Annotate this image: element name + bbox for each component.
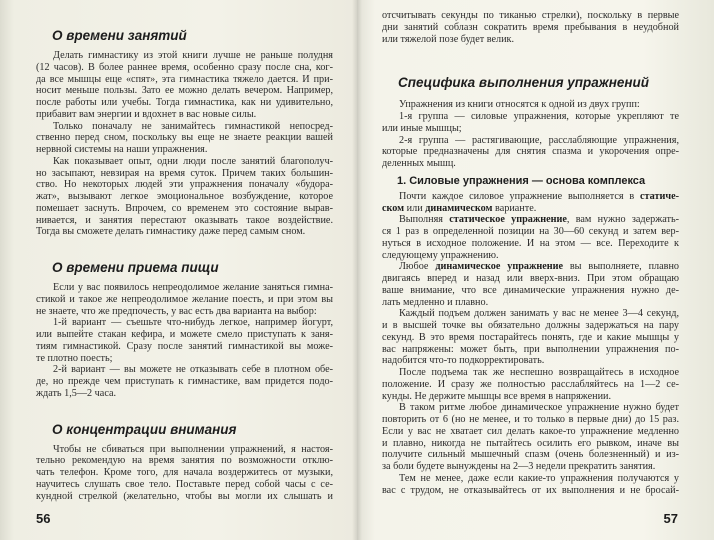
text-line: Тем не менее, даже если какие-то упражнения получаются у: [399, 472, 679, 484]
text-span: вы выполняете, плавно: [563, 261, 679, 273]
text-line: ственно перед сном, поскольку вы еще не знаете реакции вашей: [36, 132, 333, 144]
text-line: Каждый подъем должен занимать у вас не менее 3—4 секунд,: [399, 308, 679, 320]
text-line: кунды. Не держите мышцы все время в напряжении.: [382, 390, 612, 402]
paragraph: [36, 444, 333, 503]
paragraph: [382, 402, 679, 473]
text-line: тельно рекомендую на время занятия по возможности отклю-: [36, 455, 333, 467]
text-line: те плотно поесть;: [36, 352, 113, 364]
text-line: [382, 214, 679, 226]
section-heading: О времени приема пищи: [52, 260, 219, 275]
text-line: чать телефон. Кроме того, для начала воздержитесь от музыки,: [36, 467, 333, 478]
text-span: Любое: [399, 261, 436, 273]
text-line: отсчитывать секунды по тиканью стрелки), поскольку в первые: [382, 10, 679, 21]
paragraph: [382, 99, 679, 111]
right-page: [357, 0, 714, 540]
text-line: ваше внимание, что все динамические упражнения нужно де-: [382, 284, 679, 296]
text-line: нивается, и занятия перестают оказывать такое воздействие.: [36, 214, 333, 226]
text-line: 1-й вариант — съешьте что-нибудь легкое, например йогурт,: [53, 317, 333, 329]
text-line: вас напряжены: может быть, при выполнении упражнения по-: [382, 343, 679, 355]
text-line: надобится что-то подкорректировать.: [382, 355, 545, 367]
text-line: прибавит вам энергии и вдохнет в вас новые силы.: [36, 108, 257, 120]
text-span: варианте.: [492, 202, 537, 214]
text-line: ждать 1,5—2 часа.: [36, 387, 117, 399]
paragraph: [382, 10, 679, 45]
page-number-right: 57: [663, 511, 678, 526]
text-line: за боли будете вынуждены на 2—3 недели прекратить занятия.: [382, 461, 656, 472]
text-line: не знаете, что же предпочесть, у вас есть два варианта на выбор:: [36, 305, 317, 317]
text-line: нуться в исходное положение. И на этом — все. Переходите к: [382, 237, 679, 249]
text-line: помешает заснуть. Впрочем, со временем это состояние вырав-: [36, 202, 333, 214]
text-span: , вам нужно задержать-: [566, 214, 679, 226]
text-line: жат», вызывают легкое эмоциональное возбуждение, которое: [36, 191, 333, 202]
paragraph: [382, 111, 679, 135]
text-line: или иные мышцы;: [382, 122, 462, 134]
paragraph: [382, 473, 679, 497]
text-line: кундной стрелкой (желательно, чтобы вы могли их слышать и: [36, 490, 333, 502]
bold-term: статиче-: [639, 190, 679, 202]
text-line: секунд. В это время постарайтесь понять, где и какие мышцы у: [382, 331, 679, 343]
text-line: лать медленно и плавно.: [382, 296, 489, 308]
paragraph: [36, 156, 333, 238]
text-line: ся 1 раз в определенной позиции на 30—60 секунд и затем вер-: [382, 226, 679, 237]
text-line: Чтобы не сбиваться при выполнении упражнений, я настоя-: [53, 443, 333, 455]
text-line: или тяжелой позе будет велик.: [382, 33, 515, 45]
text-span: Выполняя: [399, 214, 450, 226]
text-line: После подъема так же неспешно возвращайтесь в исходное: [399, 367, 679, 378]
text-line: повторить от 6 (но не менее, и то только в первые дни) до 15 раз.: [382, 414, 679, 425]
text-line: да все мышцы еще «спят», эта гимнастика тяжело дается. И при-: [36, 73, 333, 85]
section-heading: О концентрации внимания: [52, 421, 237, 437]
paragraph: [36, 317, 333, 364]
paragraph: [382, 191, 679, 215]
left-page-text: [36, 28, 333, 502]
text-line: де, но прежде чем приступать к гимнастике, вам придется подо-: [36, 376, 333, 387]
paragraph: [36, 121, 333, 156]
text-line: Только поначалу не занимайтесь гимнастикой непосред-: [53, 120, 333, 132]
text-line: которые предназначены для снятия спазма и укорочения опре-: [382, 146, 679, 158]
text-line: Делать гимнастику из этой книги лучше не раньше полудня: [53, 50, 333, 61]
text-span: или: [404, 202, 426, 214]
paragraph: [36, 50, 333, 121]
bold-term: ском: [382, 202, 405, 214]
text-line: или выпейте стакан кефира, и можете смело приступать к заня-: [36, 329, 333, 340]
text-span: Почти каждое силовое упражнение выполняется в: [399, 190, 640, 202]
text-line: Как показывает опыт, одни люди после занятий благополуч-: [53, 155, 333, 167]
text-line: но засыпают, невзирая на время суток. Причем таких большин-: [36, 167, 333, 179]
book-spine-fold: [352, 0, 362, 540]
text-line: деленных мышц.: [382, 158, 456, 169]
text-line: носит меньше пользы. Зато ее можно делать вечером. Например,: [36, 85, 333, 97]
text-line: [382, 203, 679, 215]
section-heading: О времени занятий: [52, 28, 187, 43]
subsection-heading: 1. Силовые упражнения — основа комплекса: [397, 174, 646, 187]
paragraph: [382, 308, 679, 367]
text-line: следующему упражнению.: [382, 249, 499, 261]
text-line: Если у вас не хватает сил делать какое-то упражнение медленно: [382, 425, 679, 437]
text-line: двигаясь вперед и назад или вверх-вниз. При этом обращаю: [382, 273, 679, 284]
text-line: стикой и такое же непреодолимое желание поесть, и при этом вы: [36, 293, 333, 305]
section-heading: Специфика выполнения упражнений: [398, 75, 650, 91]
text-line: дни занятий соблазн сократить время пребывания в неудобной: [382, 21, 679, 33]
text-line: 1-я группа — силовые упражнения, которые укрепляют те: [399, 111, 679, 122]
text-line: В таком ритме любое динамическое упражнение нужно будет: [399, 402, 679, 414]
bold-term: динамическое упражнение: [435, 261, 563, 273]
text-line: нервной системы на наши упражнения.: [36, 144, 208, 155]
text-line: ство. Но некоторых людей эти упражнения поначалу «будора-: [36, 179, 333, 191]
text-line: положение. И сразу же полностью расслабляйтесь на 1—2 се-: [382, 378, 679, 390]
text-line: Если у вас появилось непреодолимое желание заняться гимна-: [53, 282, 333, 293]
paragraph: [36, 282, 333, 317]
right-page-text: [382, 10, 679, 496]
text-line: после работы или учебы. Тогда гимнастика, как ни удивительно,: [36, 97, 333, 108]
text-line: и плавно, никогда не пытайтесь осилить его рывком, иначе вы: [382, 437, 679, 449]
text-line: [382, 261, 679, 273]
text-line: Упражнения из книги относятся к одной из двух групп:: [399, 99, 640, 111]
text-line: и в высшей точке вы обязательно должны задержаться на пару: [382, 320, 679, 331]
page-number-left: 56: [36, 511, 51, 526]
text-line: Тогда вы сможете делать гимнастику даже перед самым сном.: [36, 226, 306, 238]
text-line: 2-я группа — растягивающие, расслабляющие упражнения,: [399, 134, 679, 146]
bold-term: динамическом: [425, 202, 493, 214]
text-line: вас с трудом, не отказывайтесь от их выполнения и не бросай-: [382, 484, 679, 496]
text-line: тиям гимнастикой. Сразу после занятий гимнастикой вы може-: [36, 340, 333, 352]
text-line: (12 часов). В более раннее время, особенно сразу после сна, ког-: [36, 61, 333, 73]
text-line: получите сильный мышечный спазм (очень болезненный) и из-: [382, 449, 679, 461]
paragraph: [382, 214, 679, 261]
text-line: [382, 191, 679, 203]
text-line: 2-й вариант — вы можете не отказывать себе в плотном обе-: [53, 364, 333, 376]
bold-term: статическое упражнение: [449, 214, 567, 226]
paragraph: [382, 261, 679, 308]
paragraph: [382, 135, 679, 170]
text-line: научитесь слушать свое тело. Поставьте перед собой часы с се-: [36, 478, 333, 490]
paragraph: [382, 367, 679, 402]
paragraph: [36, 364, 333, 399]
